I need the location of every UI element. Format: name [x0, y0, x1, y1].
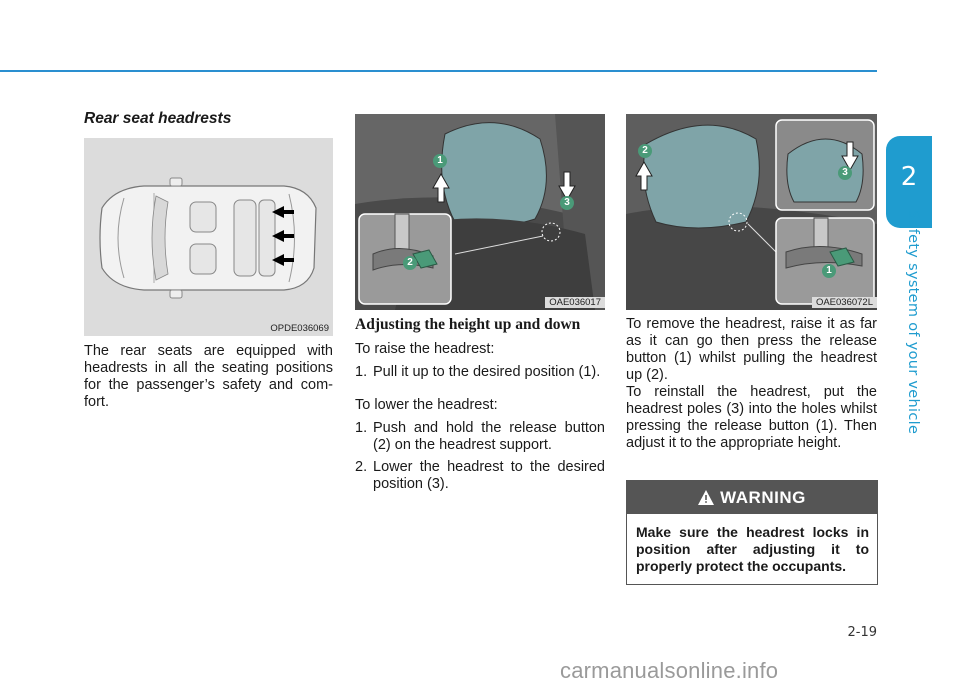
raise-steps — [355, 364, 605, 381]
page-number: 2-19 — [847, 625, 877, 640]
step-number: 1. — [355, 364, 368, 380]
chapter-title: Safety system of your vehicle — [905, 210, 921, 435]
list-item — [355, 364, 605, 381]
warning-header — [627, 481, 877, 514]
step-number: 1. — [355, 420, 368, 436]
removal-paragraph: To remove the headrest, raise it as far as it can go then press the release button (1) whilst pulling the headrest up (2). — [626, 316, 877, 383]
step-text: Pull it up to the desired position (1). — [373, 364, 601, 380]
callout-3: 3 — [838, 166, 852, 180]
list-item — [355, 420, 605, 454]
figure-headrest-adjust — [355, 114, 605, 310]
raise-intro: To raise the headrest: — [355, 341, 495, 357]
section-heading: Rear seat headrests — [84, 110, 232, 127]
step-text: Lower the headrest to the desired position (3). — [373, 459, 605, 492]
warning-triangle-icon — [698, 483, 714, 516]
list-item — [355, 459, 605, 493]
car-top-view-illustration — [84, 138, 333, 336]
subsection-heading: Adjusting the height up and down — [355, 316, 581, 333]
lower-steps — [355, 420, 605, 493]
reinstall-paragraph: To reinstall the headrest, put the headrest poles (3) into the holes whilst pressing the release button (1). Then adjust it to the appropriate height. — [626, 384, 877, 451]
callout-2: 2 — [403, 256, 417, 270]
callout-2: 2 — [638, 144, 652, 158]
figure-car-top-view — [84, 138, 333, 336]
chapter-number: 2 — [900, 162, 918, 192]
step-number: 2. — [355, 459, 368, 475]
figure-code: OAE036017 — [545, 297, 605, 308]
watermark: carmanualsonline.info — [560, 658, 779, 683]
middle-column — [355, 316, 605, 498]
headrest-adjust-illustration — [355, 114, 605, 310]
figure-headrest-remove — [626, 114, 877, 310]
figure-code: OPDE036069 — [266, 323, 333, 334]
warning-title: WARNING — [720, 488, 806, 507]
warning-text: Make sure the headrest locks in position after adjusting it to properly protect the occupants. — [636, 524, 869, 574]
callout-1: 1 — [822, 264, 836, 278]
callout-1: 1 — [433, 154, 447, 168]
intro-paragraph: The rear seats are equipped with headrests in all the seating positions for the passenger’s safety and com- fort. — [84, 343, 333, 410]
callout-3: 3 — [560, 196, 574, 210]
figure-code: OAE036072L — [812, 297, 877, 308]
step-text: Push and hold the release button (2) on the headrest support. — [373, 420, 605, 453]
header-rule — [0, 70, 877, 72]
warning-box — [626, 480, 878, 585]
headrest-remove-illustration — [626, 114, 877, 310]
lower-intro: To lower the headrest: — [355, 397, 498, 413]
